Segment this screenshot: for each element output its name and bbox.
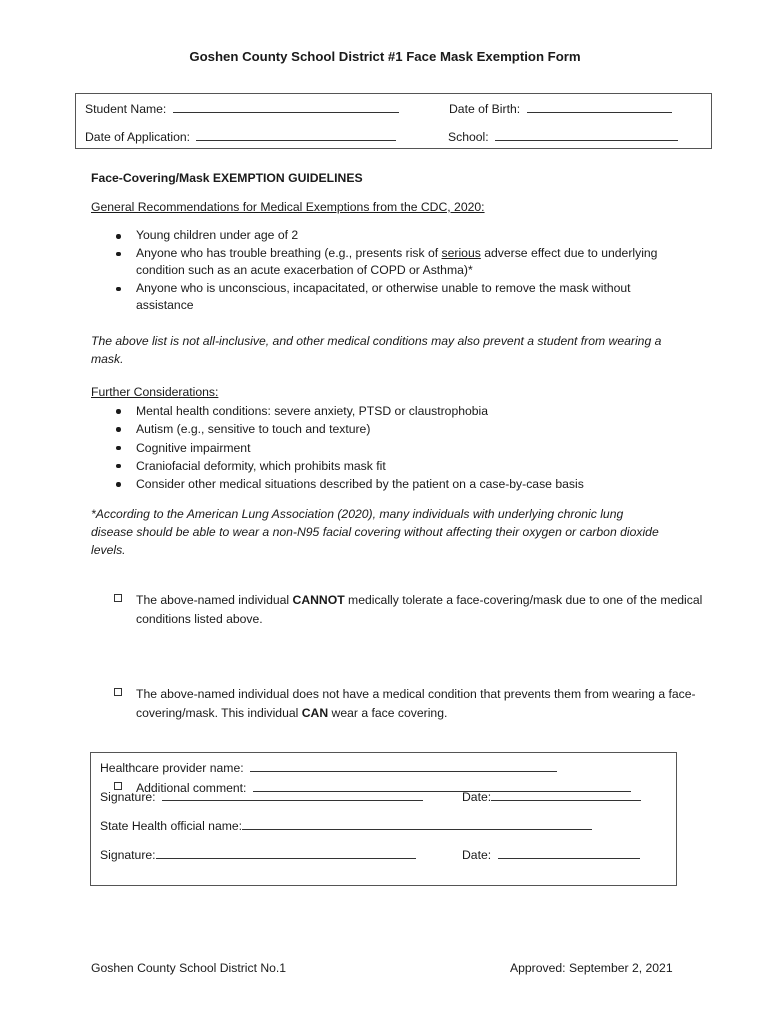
- list-item: Cognitive impairment: [91, 439, 691, 457]
- provider-date-field[interactable]: [462, 789, 641, 804]
- general-recommendations-list: [91, 227, 681, 315]
- application-date-line[interactable]: [196, 129, 396, 141]
- state-official-field[interactable]: [100, 818, 592, 833]
- list-item: Young children under age of 2: [91, 227, 681, 245]
- student-name-field[interactable]: [85, 101, 399, 116]
- cannot-tolerate-checkbox[interactable]: [114, 594, 122, 602]
- provider-signature-field[interactable]: [100, 789, 423, 804]
- student-name-label: Student Name:: [85, 102, 167, 116]
- dob-line[interactable]: [527, 101, 672, 113]
- official-date-field[interactable]: [462, 847, 640, 862]
- official-date-label: Date:: [462, 848, 492, 862]
- general-recommendations-heading: General Recommendations for Medical Exemptions from the CDC, 2020:: [91, 200, 485, 214]
- official-signature-line[interactable]: [156, 847, 416, 859]
- application-date-label: Date of Application:: [85, 130, 191, 144]
- dob-field[interactable]: [449, 101, 672, 116]
- school-field[interactable]: [448, 129, 678, 144]
- additional-comment-label: Additional comment:: [136, 781, 247, 795]
- further-considerations-heading: Further Considerations:: [91, 385, 219, 399]
- further-considerations-list: [91, 402, 691, 493]
- state-official-line[interactable]: [242, 818, 592, 830]
- list-item: Mental health conditions: severe anxiety, PTSD or claustrophobia: [91, 402, 691, 420]
- footer-approved-date: Approved: September 2, 2021: [510, 961, 673, 975]
- official-signature-field[interactable]: [100, 847, 416, 862]
- provider-date-label: Date:: [462, 790, 492, 804]
- provider-signature-label: Signature:: [100, 790, 156, 804]
- ala-footnote: *According to the American Lung Association (2020), many individuals with underlying chronic lung disease should be able to wear a non-N95 facial covering without affecting their oxygen or carbon dioxide levels.: [91, 507, 659, 557]
- school-label: School:: [448, 130, 489, 144]
- list-item: Anyone who has trouble breathing (e.g., presents risk of serious adverse effect due to underlying condition such as an acute exacerbation of COPD or Asthma)*: [91, 245, 681, 280]
- cannot-tolerate-option[interactable]: The above-named individual CANNOT medically tolerate a face-covering/mask due to one of the medical conditions listed above.: [91, 591, 736, 628]
- healthcare-provider-box: [90, 752, 677, 886]
- provider-signature-line[interactable]: [162, 789, 423, 801]
- list-item: Anyone who is unconscious, incapacitated, or otherwise unable to remove the mask without assistance: [91, 280, 681, 315]
- application-date-field[interactable]: [85, 129, 396, 144]
- footer-district: Goshen County School District No.1: [91, 961, 287, 975]
- guidelines-note: The above list is not all-inclusive, and other medical conditions may also prevent a student from wearing a mask.: [91, 334, 662, 366]
- dob-label: Date of Birth:: [449, 102, 521, 116]
- guidelines-heading: Face-Covering/Mask EXEMPTION GUIDELINES: [91, 171, 363, 185]
- school-line[interactable]: [495, 129, 678, 141]
- student-info-box: [75, 93, 712, 149]
- student-name-line[interactable]: [173, 101, 399, 113]
- provider-date-line[interactable]: [491, 789, 641, 801]
- list-item: Consider other medical situations described by the patient on a case-by-case basis: [91, 475, 691, 493]
- provider-name-label: Healthcare provider name:: [100, 761, 244, 775]
- official-date-line[interactable]: [498, 847, 640, 859]
- official-signature-label: Signature:: [100, 848, 156, 862]
- form-title: Goshen County School District #1 Face Mask Exemption Form: [189, 49, 581, 64]
- can-wear-option[interactable]: The above-named individual does not have a medical condition that prevents them from wearing a face-covering/mask. This individual CAN wear a face covering.: [91, 685, 696, 722]
- list-item: Craniofacial deformity, which prohibits mask fit: [91, 457, 691, 475]
- provider-name-line[interactable]: [250, 760, 557, 772]
- can-wear-checkbox[interactable]: [114, 688, 122, 696]
- list-item: Autism (e.g., sensitive to touch and texture): [91, 420, 691, 438]
- state-official-label: State Health official name:: [100, 819, 243, 833]
- provider-name-field[interactable]: [100, 760, 557, 775]
